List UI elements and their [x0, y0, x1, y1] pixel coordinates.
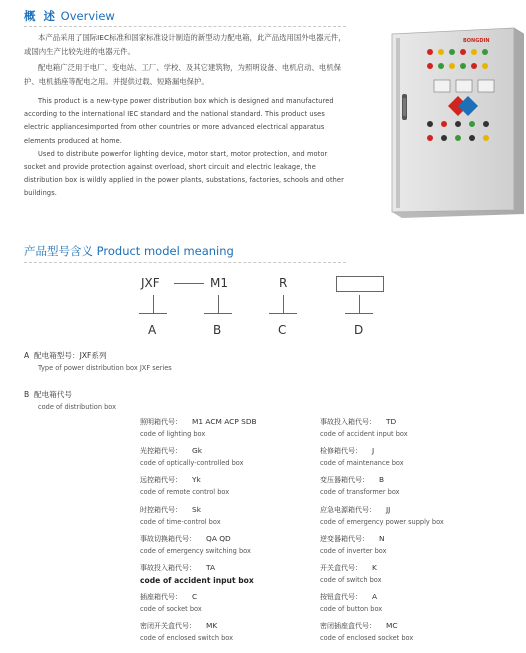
code-row-code: QA QD	[206, 533, 231, 543]
code-row-code: A	[372, 592, 378, 602]
tick-d	[345, 313, 373, 314]
model-title-en: Product model meaning	[96, 244, 234, 258]
code-row-en: code of socket box	[140, 605, 202, 614]
code-m1: M1	[210, 276, 228, 290]
code-row-code: B	[379, 475, 385, 485]
code-row-code: MK	[206, 621, 218, 631]
code-row-en: code of enclosed socket box	[320, 634, 414, 643]
tick-b	[204, 313, 232, 314]
letter-d: D	[354, 323, 364, 337]
code-row-cn	[320, 417, 510, 427]
overview-title-cn: 概 述	[24, 9, 58, 23]
code-row-cn-label: 插座箱代号：	[140, 593, 182, 602]
code-row-code: N	[379, 533, 385, 543]
code-row-en: code of lighting box	[140, 430, 206, 438]
code-row-cn-label: 照明箱代号：	[140, 418, 182, 426]
connector-a	[153, 295, 154, 313]
brand-text: BONGDIN	[463, 38, 490, 44]
code-row-code: MC	[386, 621, 398, 631]
code-row-cn-label: 密闭插座盒代号：	[320, 622, 376, 631]
code-row-code: Yk	[192, 475, 201, 485]
overview-title	[24, 8, 115, 24]
letter-c: C	[278, 323, 287, 337]
legend-a-cn: 配电箱型号：JXF系列	[34, 351, 107, 360]
model-divider	[24, 262, 346, 263]
code-row-cn-label: 按钮盒代号：	[320, 593, 362, 602]
code-row-en: code of accident input box	[140, 575, 254, 585]
code-row-cn-label: 应急电源箱代号：	[320, 505, 376, 514]
overview-en-para-2: Used to distribute powerfor lighting device, motor start, motor protection, and motor socket and provide protection against overload, short circuit and electric leakage, the distribution box is wildly applied in the power plants, substations, factories, schools and other buildings.	[24, 149, 344, 198]
overview-divider	[24, 26, 346, 27]
overview-cn-para-1: 本产品采用了国际IEC标准和国家标准设计制造的新型动力配电箱，此产品选用国外电器元件，或国内生产比较先进的电器元件。	[24, 33, 346, 56]
code-row-cn-label: 密闭开关盒代号：	[140, 622, 196, 631]
code-row-en: code of switch box	[320, 575, 382, 584]
code-row-en: code of transformer box	[320, 488, 400, 497]
code-row-cn	[140, 446, 310, 456]
code-row	[320, 534, 510, 563]
code-row-code: C	[192, 592, 198, 602]
code-row-cn-label: 开关盒代号：	[320, 563, 362, 572]
code-row	[320, 446, 510, 475]
legend-a	[24, 350, 107, 361]
model-title	[24, 243, 234, 259]
code-row	[140, 446, 310, 475]
code-row-en: code of remote control box	[140, 488, 230, 497]
code-row-cn	[140, 475, 310, 485]
code-row-cn-label: 事故投入箱代号：	[140, 563, 196, 572]
code-row-cn	[320, 475, 510, 485]
code-row-cn-label: 事故切换箱代号：	[140, 534, 196, 543]
overview-en-para-1: This product is a new-type power distribution box which is designed and manufactured according to the international IEC standard and the national standard. This product uses electric appliancesimported from other countries or more advanced electrical apparatus elements produced at home.	[24, 97, 334, 145]
code-r: R	[279, 276, 288, 290]
code-row-cn-label: 变压器箱代号：	[320, 476, 369, 485]
code-row-en: code of enclosed switch box	[140, 634, 234, 643]
code-row	[320, 475, 510, 504]
code-row	[140, 505, 310, 534]
code-row-cn	[320, 534, 510, 544]
code-row-en: code of time-control box	[140, 517, 221, 526]
connector-c	[283, 295, 284, 313]
code-jxf: JXF	[141, 276, 160, 290]
legend-b-label: B	[24, 390, 30, 399]
code-row-en: code of maintenance box	[320, 459, 404, 468]
overview-text	[24, 31, 346, 201]
legend-b-en: code of distribution box	[38, 403, 117, 411]
code-row-code: Sk	[192, 504, 201, 514]
code-row	[140, 534, 310, 563]
code-row	[320, 592, 510, 621]
code-row-cn-label: 事故投入箱代号：	[320, 418, 376, 426]
code-row-code: Gk	[192, 446, 203, 456]
code-row-code: TA	[206, 562, 215, 572]
code-row-code: K	[372, 562, 377, 572]
connector-b	[218, 295, 219, 313]
connector-d	[359, 295, 360, 313]
letter-a: A	[148, 323, 157, 337]
code-row-en: code of emergency power supply box	[320, 517, 444, 526]
code-row-cn	[140, 505, 310, 515]
code-row	[320, 563, 510, 592]
code-row-code: M1 ACM ACP SDB	[192, 417, 257, 426]
code-row-code: TD	[386, 417, 397, 426]
legend-a-label: A	[24, 351, 30, 360]
code-row-cn-label: 远控箱代号：	[140, 476, 182, 485]
code-row-cn	[320, 563, 510, 573]
letter-b: B	[213, 323, 222, 337]
tick-c	[269, 313, 297, 314]
code-row-cn-label: 时控箱代号：	[140, 505, 182, 514]
model-title-cn: 产品型号含义	[24, 244, 93, 258]
code-row-cn	[140, 592, 310, 602]
overview-cn-para-2: 配电箱广泛用于电厂、变电站、工厂、学校、及其它建筑物，为照明设备、电机启动、电机保护、电机插座等配电之用。并提供过载、短路漏电保护。	[24, 63, 342, 86]
distribution-box-image	[378, 24, 526, 219]
code-separator	[174, 283, 204, 284]
code-row-en: code of button box	[320, 605, 383, 614]
code-row-cn	[320, 505, 510, 515]
code-row-cn	[140, 417, 310, 427]
code-row-cn	[140, 534, 310, 544]
code-row-en: code of emergency switching box	[140, 546, 251, 555]
codes-left-column	[140, 417, 310, 651]
code-row-cn	[140, 621, 310, 631]
tick-a	[139, 313, 167, 314]
code-row-cn-label: 检修箱代号：	[320, 447, 362, 456]
code-row	[140, 563, 310, 592]
code-row-en: code of optically-controlled box	[140, 459, 244, 468]
code-row-code: JJ	[386, 504, 391, 514]
code-row-cn-label: 逆变器箱代号：	[320, 534, 369, 543]
code-row-cn	[320, 446, 510, 456]
code-row-en: code of inverter box	[320, 546, 387, 555]
code-row	[140, 475, 310, 504]
code-row	[320, 621, 510, 650]
legend-b-cn: 配电箱代号	[34, 390, 73, 399]
code-row-cn	[320, 592, 510, 602]
code-row-cn	[320, 621, 510, 631]
code-row-cn	[140, 563, 310, 573]
code-row	[320, 417, 510, 446]
overview-title-en: Overview	[60, 9, 115, 23]
code-blank-box	[336, 276, 384, 292]
handle-icon	[402, 94, 407, 120]
code-row-en: code of accident input box	[320, 430, 408, 438]
code-row	[140, 621, 310, 650]
legend-b	[24, 389, 72, 400]
code-row	[320, 505, 510, 534]
code-row	[140, 592, 310, 621]
codes-right-column	[320, 417, 510, 651]
code-row-code: J	[372, 446, 375, 456]
legend-a-en: Type of power distribution box JXF series	[38, 364, 172, 372]
code-row	[140, 417, 310, 446]
code-row-cn-label: 光控箱代号：	[140, 447, 182, 456]
